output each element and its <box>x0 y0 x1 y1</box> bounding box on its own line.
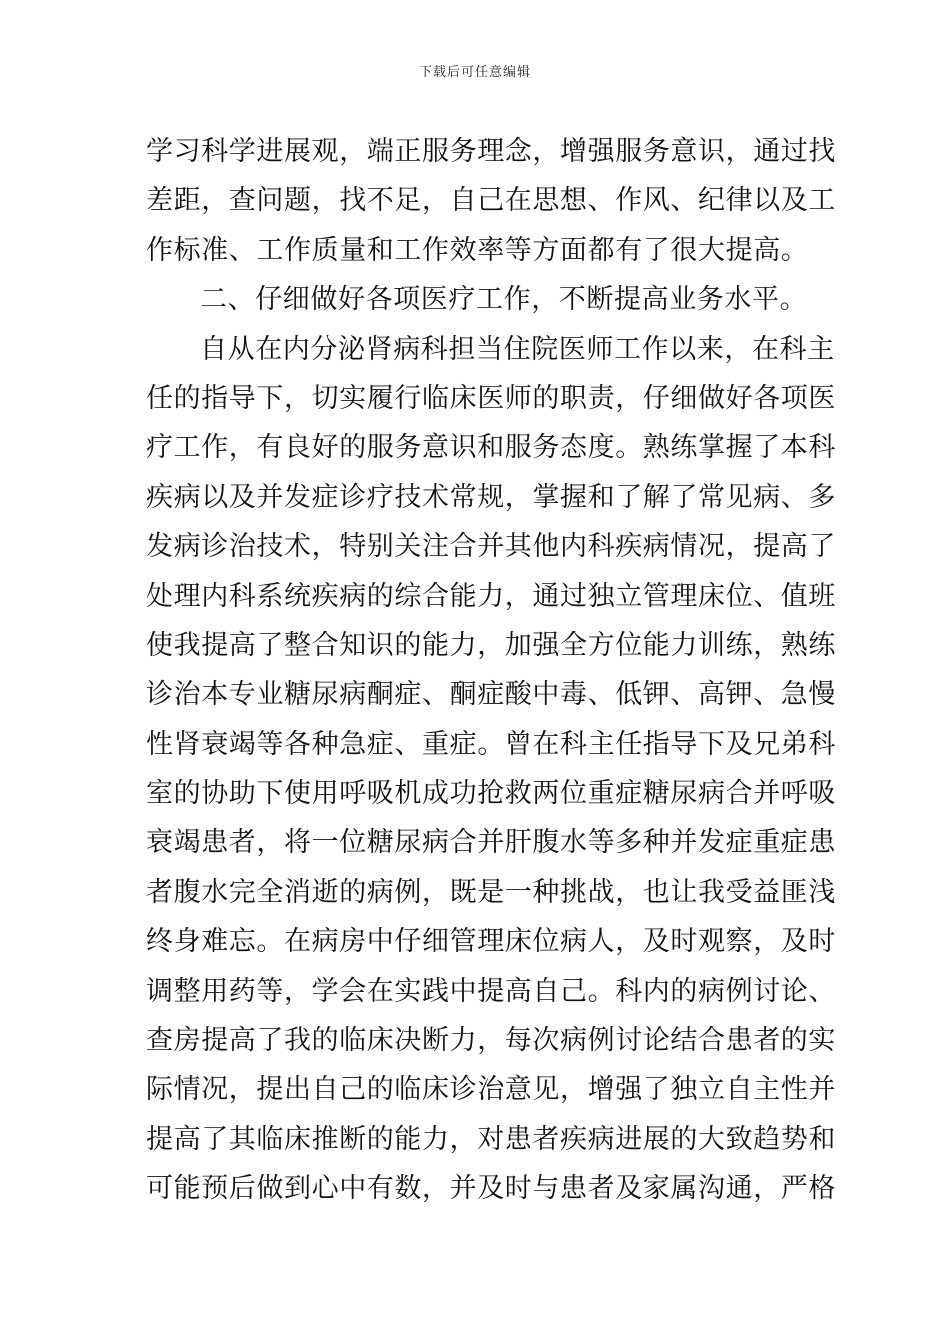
text-line: 提高了其临床推断的能力，对患者疾病进展的大致趋势和 <box>146 1123 836 1155</box>
text-line: 学习科学进展观，端正服务理念，增强服务意识，通过找 <box>146 136 836 167</box>
text-line: 疗工作，有良好的服务意识和服务态度。熟练掌握了本科 <box>146 432 836 464</box>
text-line: 疾病以及并发症诊疗技术常规，掌握和了解了常见病、多 <box>146 481 836 513</box>
text-line: 作标准、工作质量和工作效率等方面都有了很大提高。 <box>146 234 809 266</box>
text-line: 查房提高了我的临床决断力，每次病例讨论结合患者的实 <box>146 1025 836 1057</box>
text-line: 际情况，提出自己的临床诊治意见，增强了独立自主性并 <box>146 1074 836 1106</box>
text-line: 室的协助下使用呼吸机成功抢救两位重症糖尿病合并呼吸 <box>146 778 836 810</box>
text-line: 者腹水完全消逝的病例，既是一种挑战，也让我受益匪浅 <box>146 876 836 908</box>
text-line: 处理内科系统疾病的综合能力，通过独立管理床位、值班 <box>146 580 836 612</box>
text-line: 可能预后做到心中有数，并及时与患者及家属沟通，严格 <box>146 1173 836 1205</box>
text-line: 使我提高了整合知识的能力，加强全方位能力训练，熟练 <box>146 629 836 661</box>
text-line: 差距，查问题，找不足，自己在思想、作风、纪律以及工 <box>146 185 836 217</box>
text-line: 诊治本专业糖尿病酮症、酮症酸中毒、低钾、高钾、急慢 <box>146 679 836 711</box>
text-line: 衰竭患者，将一位糖尿病合并肝腹水等多种并发症重症患 <box>146 827 836 859</box>
text-line: 自从在内分泌肾病科担当住院医师工作以来，在科主 <box>200 333 835 365</box>
page-header: 下载后可任意编辑 <box>418 65 531 80</box>
section-heading: 二、仔细做好各项医疗工作，不断提高业务水平。 <box>200 284 808 316</box>
text-line: 发病诊治技术，特别关注合并其他内科疾病情况，提高了 <box>146 531 836 563</box>
text-line: 调整用药等，学会在实践中提高自己。科内的病例讨论、 <box>146 975 836 1007</box>
document-body <box>146 127 836 1214</box>
text-line: 终身难忘。在病房中仔细管理床位病人，及时观察，及时 <box>146 926 836 958</box>
text-line: 任的指导下，切实履行临床医师的职责，仔细做好各项医 <box>146 382 836 414</box>
text-line: 性肾衰竭等各种急症、重症。曾在科主任指导下及兄弟科 <box>146 728 836 760</box>
